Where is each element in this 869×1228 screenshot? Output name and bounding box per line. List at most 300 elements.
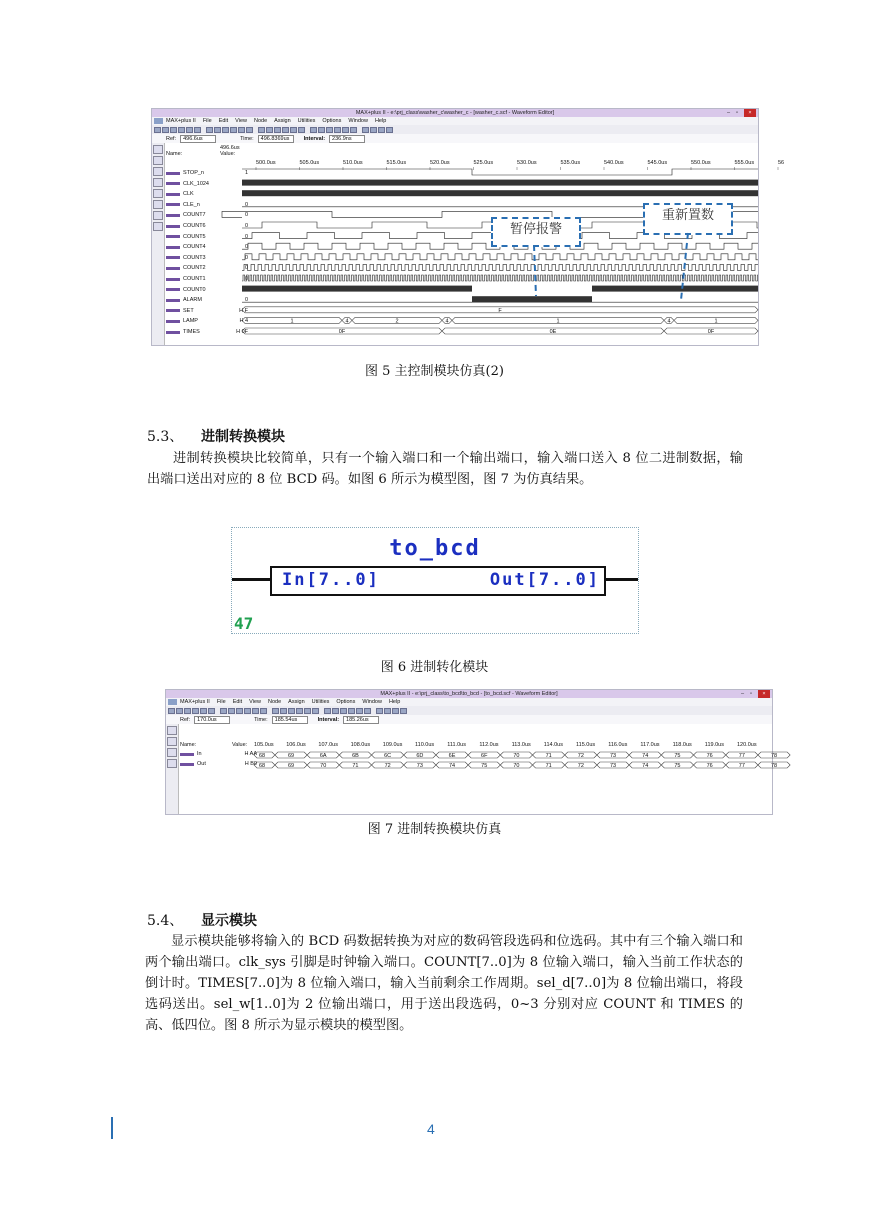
signal-value: H B0 bbox=[244, 761, 257, 767]
signal-value: H 0F bbox=[236, 329, 248, 335]
time-tick-label: 555.0us bbox=[734, 160, 755, 166]
menu-item-1[interactable]: File bbox=[202, 118, 212, 124]
signal-row[interactable] bbox=[166, 253, 248, 263]
toolbar-button-icon[interactable] bbox=[200, 708, 207, 714]
toolbar-button-icon[interactable] bbox=[318, 127, 325, 133]
signal-waveform bbox=[242, 254, 758, 260]
bus-value-label: 70 bbox=[320, 763, 327, 769]
toolbar-button-icon[interactable] bbox=[214, 127, 221, 133]
dense-clock-waveform bbox=[592, 286, 758, 292]
fit-icon[interactable] bbox=[153, 189, 163, 198]
pointer-tool-icon[interactable] bbox=[153, 145, 163, 154]
menu-item-9[interactable]: Help bbox=[388, 699, 401, 705]
interval-field[interactable]: 236.9ns bbox=[329, 135, 365, 143]
fig7-window-title: MAX+plus II - e:\prj_class\to_bcd\to_bcd - [to_bcd.scf - Waveform Editor] bbox=[380, 691, 558, 697]
fig7-name-header: Name: bbox=[180, 742, 197, 748]
toolbar-button-icon[interactable] bbox=[362, 127, 369, 133]
time-tick-label: 105.0us bbox=[254, 742, 274, 748]
bus-value-label: 4 bbox=[667, 318, 671, 325]
fig7-left-toolbar bbox=[166, 724, 179, 814]
toolbar-button-icon[interactable] bbox=[334, 127, 341, 133]
bus-value-label: 70 bbox=[513, 763, 520, 769]
signal-value: 0 bbox=[244, 254, 248, 261]
bus-value-label: 73 bbox=[609, 763, 617, 769]
signal-value: 1 bbox=[244, 170, 248, 176]
time-tick-label: 109.0us bbox=[382, 742, 403, 748]
close-icon[interactable]: × bbox=[744, 109, 756, 117]
toolbar-button-icon[interactable] bbox=[260, 708, 267, 714]
section-5-4-heading bbox=[147, 910, 257, 930]
time-tick-label: 117.0us bbox=[640, 742, 660, 748]
signal-row[interactable] bbox=[180, 759, 257, 769]
bus-value-label: 74 bbox=[448, 763, 456, 769]
bus-value-label: 2 bbox=[395, 318, 399, 325]
menu-item-2[interactable]: Edit bbox=[218, 118, 229, 124]
signal-port-icon bbox=[166, 182, 180, 185]
toolbar-button-icon[interactable] bbox=[178, 127, 185, 133]
signal-waveform bbox=[242, 169, 758, 175]
menu-item-1[interactable]: File bbox=[216, 699, 226, 705]
signal-row[interactable] bbox=[166, 327, 248, 337]
toolbar-button-icon[interactable] bbox=[350, 127, 357, 133]
time-tick-label: 120.0us bbox=[737, 742, 757, 748]
signal-port-icon bbox=[166, 278, 180, 281]
time-tick-label: 540.0us bbox=[604, 160, 624, 166]
signal-row[interactable] bbox=[166, 168, 248, 178]
signal-row[interactable] bbox=[166, 285, 248, 295]
signal-name: LAMP bbox=[183, 318, 198, 325]
signal-waveform bbox=[242, 275, 758, 281]
signal-row[interactable] bbox=[166, 295, 248, 305]
bus-value-label: 1 bbox=[290, 318, 294, 325]
bus-value-label: 6E bbox=[448, 753, 456, 759]
signal-name: CLK bbox=[183, 191, 194, 198]
footer-rule bbox=[111, 1117, 113, 1139]
toolbar-button-icon[interactable] bbox=[168, 708, 175, 714]
fig5-ref-bar bbox=[152, 134, 758, 143]
toolbar-button-icon[interactable] bbox=[170, 127, 177, 133]
menu-item-6[interactable]: Utilities bbox=[311, 699, 330, 705]
callout-reload: 重新置数 bbox=[643, 203, 733, 235]
bus-value-label: 74 bbox=[642, 753, 649, 759]
time-tick-label: 108.0us bbox=[350, 742, 371, 748]
bus-value-label: 6D bbox=[416, 753, 424, 759]
toolbar-button-icon[interactable] bbox=[236, 708, 243, 714]
toolbar-button-icon[interactable] bbox=[340, 708, 347, 714]
signal-name: TIMES bbox=[183, 329, 200, 335]
toolbar-button-icon[interactable] bbox=[326, 127, 333, 133]
bus-value-label: 6B bbox=[352, 753, 359, 759]
close-icon[interactable]: × bbox=[758, 690, 770, 698]
paragraph-text: 显示模块能够将输入的 BCD 码数据转换为对应的数码管段选码和位选码。其中有三个输入端口和两个输出端口。clk_sys 引脚是时钟输入端口。COUNT[7..0]为 8 位输入端口，输入当前工作状态的倒计时。TIMES[7..0]为 8 位输入端口，输入当前剩余工作周期。sel_d[7..0]为 8 位输出端口，将段选码送出。sel_w[1..0]为 2 位输出端口，用于送出段选码，0~3 分别对应 COUNT 和 TIMES 的高、低四位。图 8 所示为显示模块的模型图。 bbox=[145, 934, 743, 1033]
time-tick-label: 110.0us bbox=[415, 742, 435, 748]
time-tick-label: 535.0us bbox=[560, 160, 581, 166]
toolbar-button-icon[interactable] bbox=[154, 127, 161, 133]
minimize-icon[interactable]: – bbox=[740, 691, 745, 697]
zoom-in-icon[interactable] bbox=[167, 748, 177, 757]
output-wire bbox=[604, 578, 638, 581]
signal-port-icon bbox=[180, 763, 194, 766]
signal-row[interactable] bbox=[166, 263, 248, 273]
toolbar-button-icon[interactable] bbox=[342, 127, 349, 133]
section-5-4-paragraph bbox=[145, 931, 743, 1036]
toolbar-button-icon[interactable] bbox=[244, 708, 251, 714]
signal-port-icon bbox=[166, 246, 180, 249]
toolbar-button-icon[interactable] bbox=[324, 708, 331, 714]
signal-name: ALARM bbox=[183, 297, 202, 304]
toolbar-button-icon[interactable] bbox=[356, 708, 363, 714]
time-tick-label: 116.0us bbox=[608, 742, 628, 748]
time-field[interactable]: 496.8369us bbox=[258, 135, 294, 143]
page-number: 4 bbox=[427, 1121, 435, 1137]
bus-value-label: 72 bbox=[577, 763, 584, 769]
block-body bbox=[270, 566, 606, 596]
time-tick-label: 56 bbox=[778, 160, 785, 166]
one-icon[interactable] bbox=[153, 211, 163, 220]
signal-value: H 4 bbox=[239, 318, 248, 325]
signal-row[interactable] bbox=[166, 274, 248, 284]
signal-name: COUNT6 bbox=[183, 223, 206, 229]
bus-value-label: 76 bbox=[706, 763, 713, 769]
time-tick-label: 500.0us bbox=[256, 160, 276, 166]
fig5-left-toolbar bbox=[152, 143, 165, 345]
fig7-ref-bar bbox=[166, 715, 772, 724]
input-wire bbox=[232, 578, 270, 581]
section-number: 5.3、 bbox=[147, 429, 184, 445]
toolbar-button-icon[interactable] bbox=[220, 708, 227, 714]
bus-value-label: 4 bbox=[345, 318, 349, 325]
pointer-tool-icon[interactable] bbox=[167, 726, 177, 735]
fig7-waveform-window bbox=[165, 689, 778, 815]
fig5-waveform-area bbox=[242, 167, 758, 342]
time-tick-label: 113.0us bbox=[511, 742, 531, 748]
fig5-name-header: Name: bbox=[166, 151, 183, 157]
fig6-caption: 图 6 进制转化模块 bbox=[380, 660, 489, 675]
signal-name: COUNT7 bbox=[183, 212, 206, 219]
toolbar-button-icon[interactable] bbox=[348, 708, 355, 714]
signal-row[interactable] bbox=[166, 179, 248, 189]
zoom-out-icon[interactable] bbox=[167, 759, 177, 768]
bus-value-label: F bbox=[498, 307, 502, 314]
bus-value-label: 6C bbox=[384, 753, 392, 759]
bus-value-label: 1 bbox=[714, 318, 718, 325]
invert-icon[interactable] bbox=[153, 222, 163, 231]
fig6-block-diagram bbox=[231, 527, 639, 634]
toolbar-button-icon[interactable] bbox=[238, 127, 245, 133]
bus-value-label: 78 bbox=[770, 753, 778, 759]
section-title: 显示模块 bbox=[201, 913, 257, 929]
toolbar-button-icon[interactable] bbox=[230, 127, 237, 133]
time-field[interactable]: 185.54us bbox=[272, 716, 308, 724]
fig5-value-header: Value: bbox=[220, 151, 236, 157]
menu-item-8[interactable]: Window bbox=[362, 699, 382, 705]
bus-value-label: 70 bbox=[513, 753, 520, 759]
minimize-icon[interactable]: – bbox=[726, 110, 731, 116]
bus-value-label: 77 bbox=[738, 763, 745, 769]
fig7-value-header: Value: bbox=[232, 742, 248, 748]
toolbar-button-icon[interactable] bbox=[400, 708, 407, 714]
signal-port-icon bbox=[166, 235, 180, 238]
toolbar-button-icon[interactable] bbox=[272, 708, 279, 714]
app-icon bbox=[168, 699, 177, 705]
signal-value: 0 bbox=[244, 212, 248, 219]
paragraph-text: 进制转换模块比较简单，只有一个输入端口和一个输出端口，输入端口送入 8 位二进制数据，输出端口送出对应的 8 位 BCD 码。如图 6 所示为模型图，图 7 为仿真结果。 bbox=[147, 451, 743, 487]
menu-item-7[interactable]: Options bbox=[322, 118, 342, 124]
dense-clock-waveform bbox=[242, 190, 758, 196]
time-tick-label: 118.0us bbox=[672, 742, 692, 748]
toolbar-button-icon[interactable] bbox=[376, 708, 383, 714]
time-tick-label: 510.0us bbox=[343, 160, 363, 166]
signal-port-icon bbox=[166, 193, 180, 196]
time-tick-label: 115.0us bbox=[576, 742, 596, 748]
text-tool-icon[interactable] bbox=[167, 737, 177, 746]
menu-item-6[interactable]: Utilities bbox=[297, 118, 316, 124]
toolbar-button-icon[interactable] bbox=[392, 708, 399, 714]
toolbar-button-icon[interactable] bbox=[194, 127, 201, 133]
signal-port-icon bbox=[166, 309, 180, 312]
bus-value-label: 72 bbox=[577, 753, 584, 759]
bus-value-label: 75 bbox=[481, 763, 488, 769]
time-tick-label: 525.0us bbox=[473, 160, 494, 166]
ref-field[interactable]: 496.6us bbox=[180, 135, 216, 143]
signal-name: STOP_n bbox=[183, 170, 204, 176]
signal-row[interactable] bbox=[166, 232, 248, 242]
interval-label: Interval: bbox=[303, 135, 326, 142]
toolbar-button-icon[interactable] bbox=[208, 708, 215, 714]
time-tick-label: 119.0us bbox=[704, 742, 724, 748]
zoom-out-icon[interactable] bbox=[153, 178, 163, 187]
bus-value-label: 71 bbox=[352, 763, 359, 769]
signal-row[interactable] bbox=[166, 200, 248, 210]
signal-value: 0 bbox=[244, 201, 248, 208]
bus-value-label: 68 bbox=[258, 763, 266, 769]
bus-value-label: 72 bbox=[384, 763, 391, 769]
bus-value-label: 0E bbox=[549, 329, 557, 335]
bus-value-label: 73 bbox=[416, 763, 423, 769]
toolbar-button-icon[interactable] bbox=[222, 127, 229, 133]
time-tick-label: 520.0us bbox=[430, 160, 450, 166]
toolbar-button-icon[interactable] bbox=[298, 127, 305, 133]
dense-clock-waveform bbox=[242, 180, 758, 186]
toolbar-button-icon[interactable] bbox=[312, 708, 319, 714]
toolbar-button-icon[interactable] bbox=[274, 127, 281, 133]
bus-value-label: 73 bbox=[609, 753, 617, 759]
text-tool-icon[interactable] bbox=[153, 156, 163, 165]
signal-row[interactable] bbox=[166, 242, 248, 252]
dense-clock-waveform bbox=[472, 296, 592, 302]
toolbar-button-icon[interactable] bbox=[206, 127, 213, 133]
toolbar-button-icon[interactable] bbox=[186, 127, 193, 133]
time-tick-label: 515.0us bbox=[386, 160, 407, 166]
menu-item-3[interactable]: View bbox=[235, 118, 247, 124]
toolbar-button-icon[interactable] bbox=[288, 708, 295, 714]
signal-row[interactable] bbox=[166, 306, 248, 316]
ref-label: Ref: bbox=[166, 135, 177, 142]
block-name: to_bcd bbox=[389, 536, 481, 561]
fig7-title-bar bbox=[166, 690, 772, 698]
time-tick-label: 114.0us bbox=[543, 742, 563, 748]
toolbar-button-icon[interactable] bbox=[258, 127, 265, 133]
toolbar-button-icon[interactable] bbox=[386, 127, 393, 133]
signal-row[interactable] bbox=[180, 749, 257, 759]
signal-value: 0 bbox=[244, 265, 248, 272]
section-5-3-paragraph bbox=[147, 448, 743, 490]
toolbar-button-icon[interactable] bbox=[266, 127, 273, 133]
time-tick-label: 545.0us bbox=[647, 160, 668, 166]
menu-item-4[interactable]: Node bbox=[268, 699, 282, 705]
toolbar-button-icon[interactable] bbox=[246, 127, 253, 133]
toolbar-button-icon[interactable] bbox=[282, 127, 289, 133]
menu-item-5[interactable]: Assign bbox=[288, 699, 305, 705]
bus-value-label: 6A bbox=[319, 753, 327, 759]
menu-item-9[interactable]: Help bbox=[374, 118, 387, 124]
toolbar-button-icon[interactable] bbox=[384, 708, 391, 714]
signal-port-icon bbox=[166, 256, 180, 259]
menu-item-3[interactable]: View bbox=[249, 699, 261, 705]
signal-value: 0 bbox=[244, 233, 248, 240]
toolbar-button-icon[interactable] bbox=[378, 127, 385, 133]
bus-value-label: 6F bbox=[481, 753, 488, 759]
signal-row[interactable] bbox=[166, 316, 248, 326]
zoom-in-icon[interactable] bbox=[153, 167, 163, 176]
signal-value: H F bbox=[239, 307, 248, 314]
toolbar-button-icon[interactable] bbox=[304, 708, 311, 714]
signal-port-icon bbox=[166, 331, 180, 334]
bus-value-label: 76 bbox=[706, 753, 713, 759]
signal-value: 0 bbox=[244, 244, 248, 251]
signal-port-icon bbox=[166, 214, 180, 217]
menu-item-0[interactable]: MAX+plus II bbox=[166, 118, 196, 124]
section-5-3-heading bbox=[147, 426, 285, 446]
signal-name: In bbox=[197, 751, 202, 757]
toolbar-button-icon[interactable] bbox=[332, 708, 339, 714]
fig7-waveform-area bbox=[254, 750, 778, 814]
signal-name: COUNT2 bbox=[183, 265, 206, 272]
toolbar-button-icon[interactable] bbox=[228, 708, 235, 714]
interval-label: Interval: bbox=[317, 716, 340, 723]
menu-item-7[interactable]: Options bbox=[336, 699, 356, 705]
signal-port-icon bbox=[166, 172, 180, 175]
ref-label: Ref: bbox=[180, 716, 191, 723]
instance-number: 47 bbox=[234, 614, 254, 633]
fig5-window-title: MAX+plus II - e:\prj_class\washer_c\washer_c - [washer_c.scf - Waveform Editor] bbox=[355, 110, 555, 116]
fig5-toolbar bbox=[152, 125, 758, 134]
signal-port-icon bbox=[166, 288, 180, 291]
time-tick-label: 505.0us bbox=[299, 160, 320, 166]
maximize-icon[interactable]: ▫ bbox=[750, 691, 752, 697]
ref-field[interactable]: 170.0us bbox=[194, 716, 230, 724]
time-label: Time: bbox=[240, 135, 254, 142]
fig5-caption: 图 5 主控制模块仿真(2) bbox=[365, 364, 504, 379]
signal-row[interactable] bbox=[166, 221, 248, 231]
toolbar-button-icon[interactable] bbox=[296, 708, 303, 714]
bus-value-label: 0F bbox=[707, 329, 715, 335]
section-title: 进制转换模块 bbox=[201, 429, 285, 445]
bus-value-label: 69 bbox=[287, 753, 295, 759]
bus-value-label: 68 bbox=[258, 753, 266, 759]
signal-value: H AA bbox=[244, 751, 257, 757]
bus-value-label: 4 bbox=[445, 318, 449, 325]
toolbar-button-icon[interactable] bbox=[280, 708, 287, 714]
interval-field[interactable]: 185.26us bbox=[343, 716, 379, 724]
signal-name: CLE_n bbox=[183, 201, 200, 208]
time-tick-label: 530.0us bbox=[517, 160, 537, 166]
signal-port-icon bbox=[166, 320, 180, 323]
toolbar-button-icon[interactable] bbox=[370, 127, 377, 133]
menu-item-8[interactable]: Window bbox=[348, 118, 368, 124]
bus-value-label: 71 bbox=[545, 753, 552, 759]
signal-port-icon bbox=[180, 753, 194, 756]
bus-value-label: 75 bbox=[674, 753, 681, 759]
signal-port-icon bbox=[166, 299, 180, 302]
signal-value: 0 bbox=[244, 297, 248, 304]
toolbar-button-icon[interactable] bbox=[176, 708, 183, 714]
signal-name: CLK_1024 bbox=[183, 180, 209, 187]
signal-row[interactable] bbox=[166, 189, 248, 199]
menu-item-5[interactable]: Assign bbox=[274, 118, 291, 124]
signal-name: Out bbox=[197, 761, 206, 767]
fig5-cursor-time: 496.6us bbox=[220, 145, 240, 151]
signal-name: COUNT0 bbox=[183, 286, 206, 293]
fig7-toolbar bbox=[166, 706, 772, 715]
app-icon bbox=[154, 118, 163, 124]
toolbar-button-icon[interactable] bbox=[252, 708, 259, 714]
fig7-menu-bar bbox=[166, 698, 772, 706]
time-tick-label: 112.0us bbox=[479, 742, 499, 748]
signal-waveform bbox=[242, 264, 758, 270]
zero-icon[interactable] bbox=[153, 200, 163, 209]
signal-name: COUNT4 bbox=[183, 244, 206, 251]
toolbar-button-icon[interactable] bbox=[310, 127, 317, 133]
menu-item-0[interactable]: MAX+plus II bbox=[180, 699, 210, 705]
time-tick-label: 550.0us bbox=[691, 160, 711, 166]
signal-row[interactable] bbox=[166, 210, 248, 220]
toolbar-button-icon[interactable] bbox=[184, 708, 191, 714]
signal-port-icon bbox=[166, 203, 180, 206]
signal-name: COUNT5 bbox=[183, 233, 206, 240]
menu-item-4[interactable]: Node bbox=[254, 118, 268, 124]
menu-item-2[interactable]: Edit bbox=[232, 699, 243, 705]
toolbar-button-icon[interactable] bbox=[192, 708, 199, 714]
bus-value-label: 71 bbox=[545, 763, 552, 769]
signal-value: 0 bbox=[244, 223, 248, 229]
signal-value: 0 bbox=[244, 276, 248, 282]
bus-value-label: 75 bbox=[674, 763, 681, 769]
fig7-caption: 图 7 进制转换模块仿真 bbox=[367, 822, 502, 837]
toolbar-button-icon[interactable] bbox=[364, 708, 371, 714]
callout-pause-alarm: 暂停报警 bbox=[491, 217, 581, 247]
bus-value-label: 78 bbox=[770, 763, 778, 769]
section-number: 5.4、 bbox=[147, 913, 184, 929]
dense-clock-waveform bbox=[242, 286, 472, 292]
time-tick-label: 111.0us bbox=[447, 742, 466, 748]
port-in-label: In[7..0] bbox=[282, 570, 380, 590]
signal-port-icon bbox=[166, 267, 180, 270]
signal-name: COUNT1 bbox=[183, 276, 206, 282]
toolbar-button-icon[interactable] bbox=[162, 127, 169, 133]
maximize-icon[interactable]: ▫ bbox=[736, 110, 738, 116]
fig5-menu-bar bbox=[152, 117, 758, 125]
bus-value-label: 77 bbox=[738, 753, 745, 759]
bus-value-label: 1 bbox=[556, 318, 560, 325]
signal-name: COUNT3 bbox=[183, 254, 206, 261]
time-label: Time: bbox=[254, 716, 268, 723]
signal-name: SET bbox=[183, 307, 194, 314]
toolbar-button-icon[interactable] bbox=[290, 127, 297, 133]
port-out-label: Out[7..0] bbox=[489, 570, 600, 590]
bus-value-label: 69 bbox=[287, 763, 295, 769]
bus-value-label: 0F bbox=[338, 329, 346, 335]
